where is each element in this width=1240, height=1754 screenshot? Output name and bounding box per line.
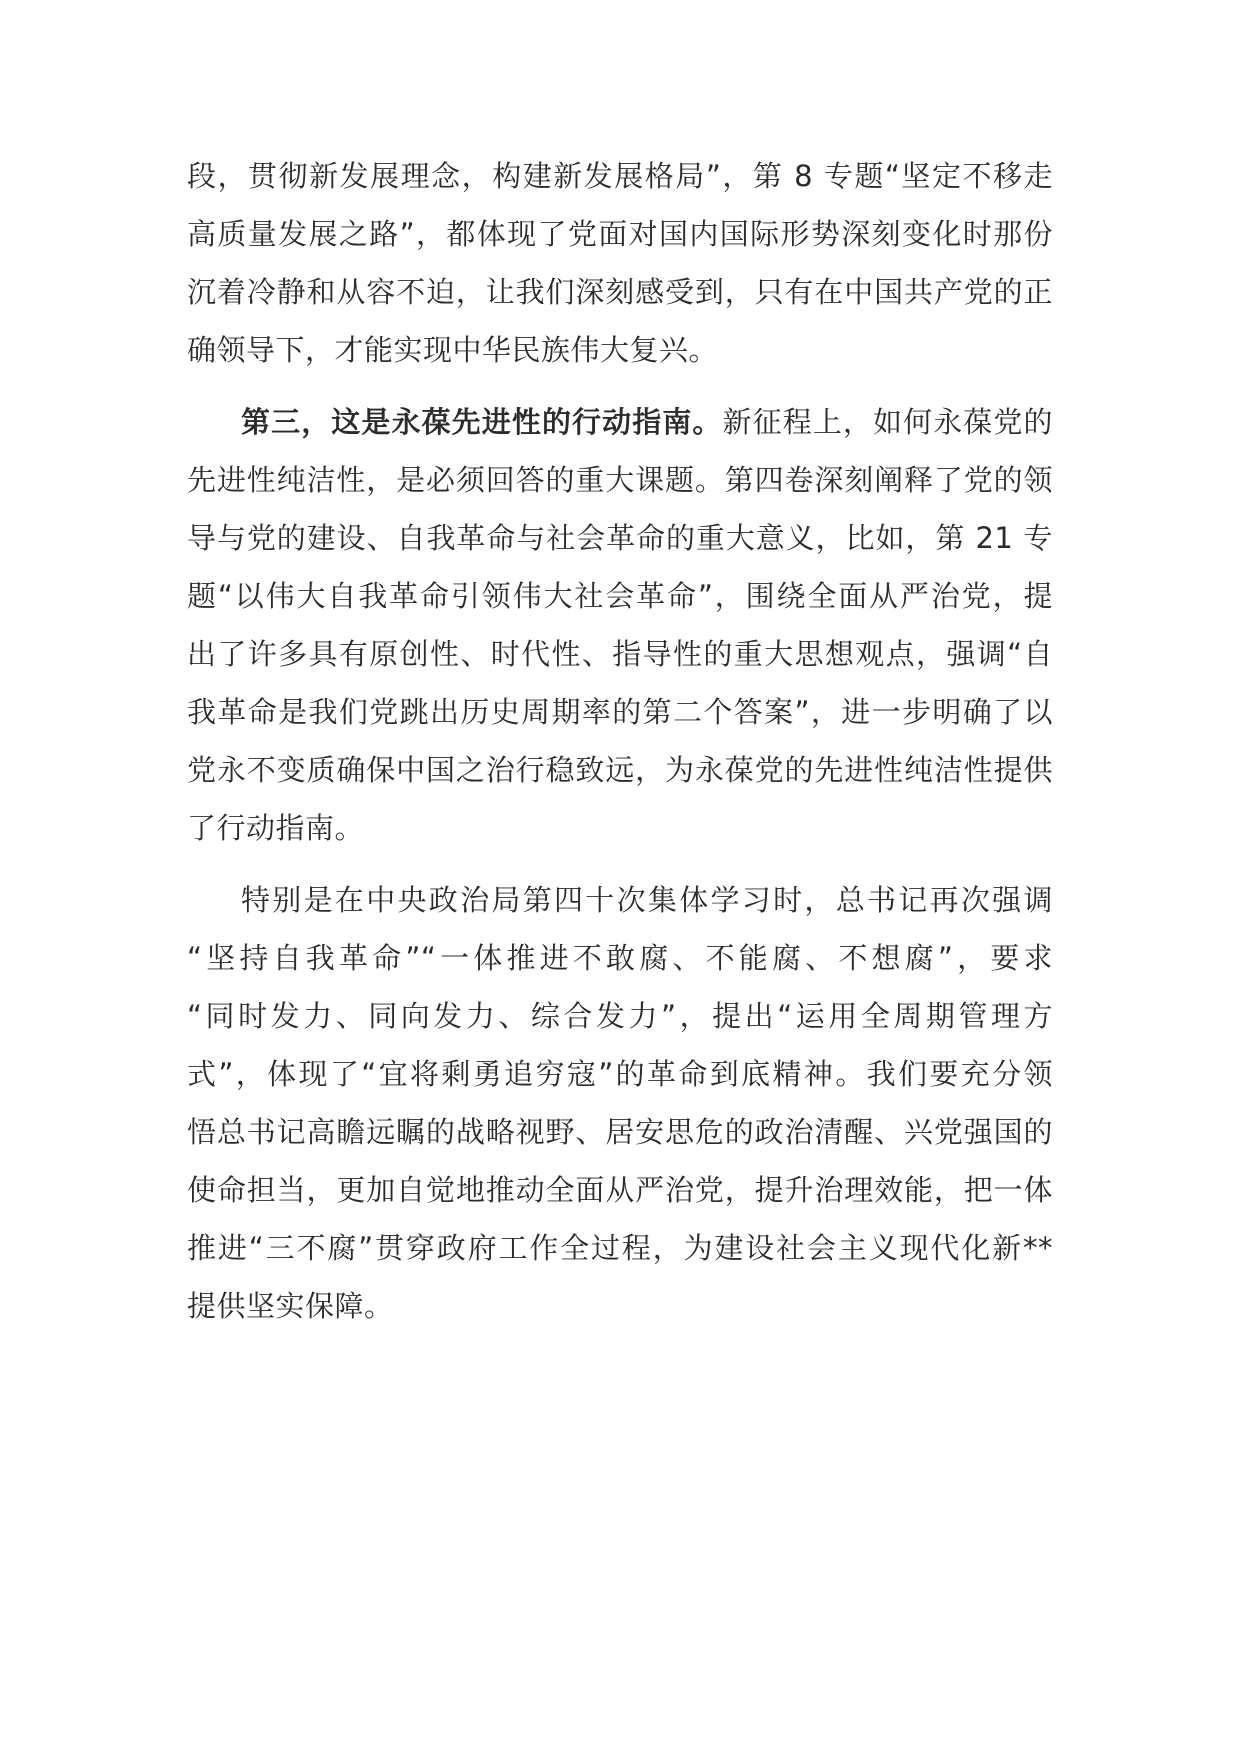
paragraph-1-line-4: 确领导下，才能实现中华民族伟大复兴。 (187, 333, 719, 367)
paragraph-2-line-1 (241, 397, 1053, 447)
paragraph-2-line-7: 党永不变质确保中国之治行稳致远，为永葆党的先进性纯洁性提供 (187, 753, 1053, 787)
paragraph-3-line-2: “坚持自我革命”“一体推进不敢腐、不能腐、不想腐”，要求 (187, 941, 1053, 975)
paragraph-3-line-5: 悟总书记高瞻远瞩的战略视野、居安思危的政治清醒、兴党强国的 (187, 1115, 1053, 1149)
paragraph-2-line-5: 出了许多具有原创性、时代性、指导性的重大思想观点，强调“自 (187, 637, 1053, 671)
paragraph-3-line-1: 特别是在中央政治局第四十次集体学习时，总书记再次强调 (241, 883, 1053, 917)
paragraph-2-line-6: 我革命是我们党跳出历史周期率的第二个答案”，进一步明确了以 (187, 695, 1053, 729)
paragraph-3-line-7: 推进“三不腐”贯穿政府工作全过程，为建设社会主义现代化新** (187, 1231, 1053, 1265)
paragraph-3-line-8: 提供坚实保障。 (187, 1289, 394, 1323)
paragraph-2-line-1-rest: 新征程上，如何永葆党的 (722, 405, 1053, 439)
paragraph-2-line-4: 题“以伟大自我革命引领伟大社会革命”，围绕全面从严治党，提 (187, 579, 1053, 613)
paragraph-2-line-3: 导与党的建设、自我革命与社会革命的重大意义，比如，第 21 专 (187, 521, 1053, 555)
paragraph-3-line-6: 使命担当，更加自觉地推动全面从严治党，提升治理效能，把一体 (187, 1173, 1053, 1207)
paragraph-1-line-2: 高质量发展之路”，都体现了党面对国内国际形势深刻变化时那份 (187, 217, 1053, 251)
paragraph-3-line-3: “同时发力、同向发力、综合发力”，提出“运用全周期管理方 (187, 999, 1053, 1033)
paragraph-1-line-3: 沉着冷静和从容不迫，让我们深刻感受到，只有在中国共产党的正 (187, 275, 1053, 309)
paragraph-3-line-4: 式”，体现了“宜将剩勇追穷寇”的革命到底精神。我们要充分领 (187, 1057, 1053, 1091)
paragraph-2-line-8: 了行动指南。 (187, 811, 365, 845)
paragraph-2-line-2: 先进性纯洁性，是必须回答的重大课题。第四卷深刻阐释了党的领 (187, 463, 1053, 497)
paragraph-1-line-1: 段，贯彻新发展理念，构建新发展格局”，第 8 专题“坚定不移走 (187, 159, 1053, 193)
paragraph-2-heading: 第三，这是永葆先进性的行动指南。 (241, 405, 723, 439)
